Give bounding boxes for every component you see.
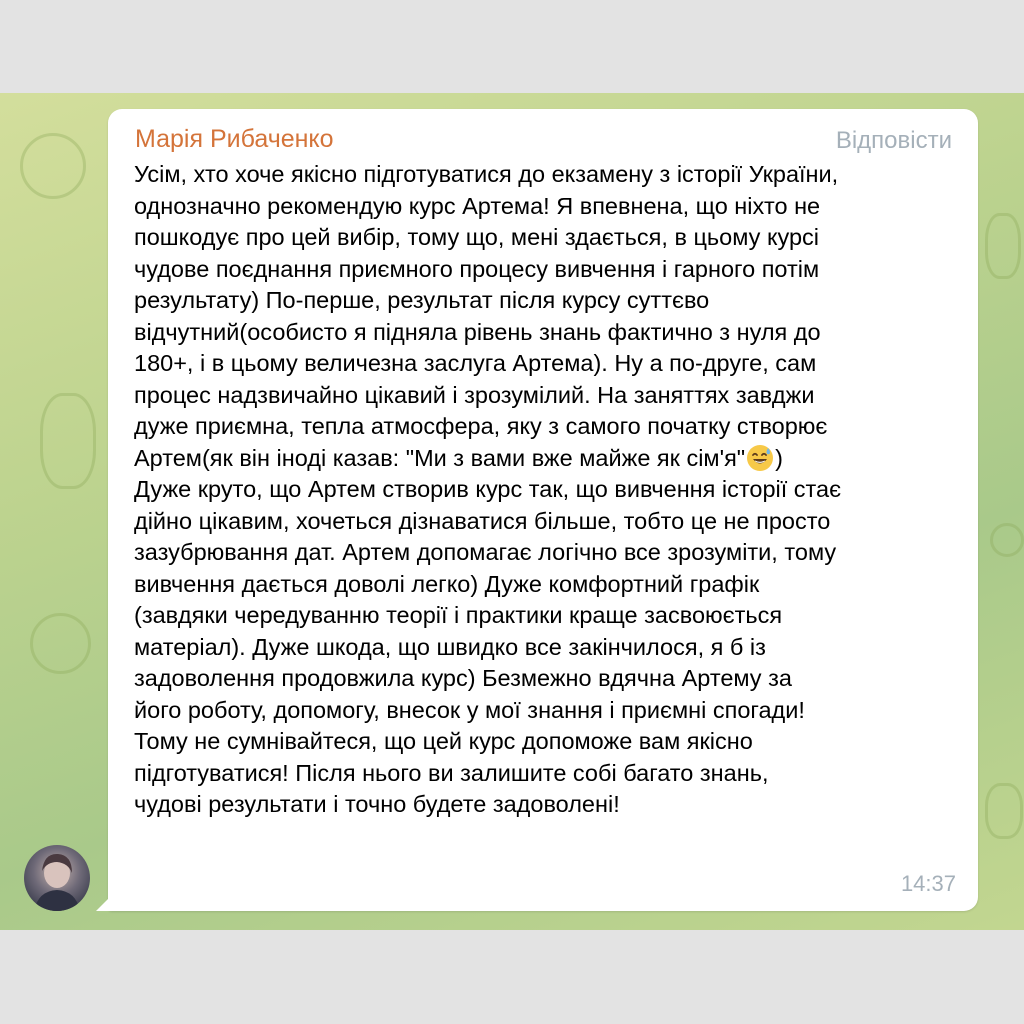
message-line: однозначно рекомендую курс Артема! Я впевнена, що ніхто не (134, 192, 821, 219)
avatar[interactable] (24, 845, 90, 911)
message-line: дуже приємна, тепла атмосфера, яку з самого початку створює (134, 413, 828, 439)
message-line-part: Артем(як він іноді казав: "Ми з вами вже майже як сім'я" (134, 444, 746, 471)
message-line: Тому не сумнівайтеся, що цей курс допоможе вам якісно (134, 728, 753, 754)
message-bubble[interactable] (108, 109, 978, 911)
message-line: чудові результати і точно будете задоволені! (134, 791, 620, 817)
message-line: Дуже круто, що Артем створив курс так, що вивчення історії стає (134, 476, 842, 502)
wallpaper-doodle (985, 783, 1023, 839)
wallpaper-doodle (30, 613, 91, 674)
message-line: 180+, і в цьому величезна заслуга Артема). Ну а по-друге, сам (134, 350, 817, 376)
message-line: (завдяки чередуванню теорії і практики краще засвоюється (134, 602, 783, 628)
message-line: дійно цікавим, хочеться дізнаватися більше, тобто це не просто (134, 507, 831, 534)
message-line: відчутний(особисто я підняла рівень знань фактично з нуля до (134, 318, 821, 345)
wallpaper-doodle (990, 523, 1024, 557)
message-line: вивчення дається доволі легко) Дуже комфортний графік (134, 570, 760, 597)
reply-button[interactable]: Відповісти (835, 127, 952, 154)
avatar-photo (24, 845, 90, 911)
message-line: матеріал). Дуже шкода, що швидко все закінчилося, я б із (134, 633, 766, 660)
chat-background (0, 93, 1024, 930)
message-line: підготуватися! Після нього ви залишите собі багато знань, (134, 759, 769, 786)
message-line-part: ) (775, 444, 783, 471)
wallpaper-doodle (985, 213, 1021, 279)
message-line: процес надзвичайно цікавий і зрозумілий. На заняттях завджи (134, 381, 815, 408)
sender-name[interactable]: Марія Рибаченко (135, 125, 334, 153)
wallpaper-doodle (40, 393, 96, 489)
message-line: задоволення продовжила курс) Безмежно вдячна Артему за (134, 665, 792, 691)
message-line: його роботу, допомогу, внесок у мої знання і приємні спогади! (134, 696, 805, 723)
message-text (134, 159, 964, 821)
wallpaper-doodle (20, 133, 86, 199)
message-line: зазубрювання дат. Артем допомагає логічно все зрозуміти, тому (134, 539, 837, 565)
bubble-tail (96, 895, 112, 911)
message-line-with-emoji (134, 443, 964, 475)
message-line: пошкодує про цей вибір, тому що, мені здається, в цьому курсі (134, 224, 820, 250)
sweat-smile-emoji-icon (746, 444, 774, 472)
message-line: результату) По-перше, результат після курсу суттєво (134, 287, 710, 313)
message-line: Усім, хто хоче якісно підготуватися до екзамену з історії України, (134, 161, 839, 187)
message-timestamp: 14:37 (900, 871, 956, 896)
message-line: чудове поєднання приємного процесу вивчення і гарного потім (134, 255, 820, 282)
